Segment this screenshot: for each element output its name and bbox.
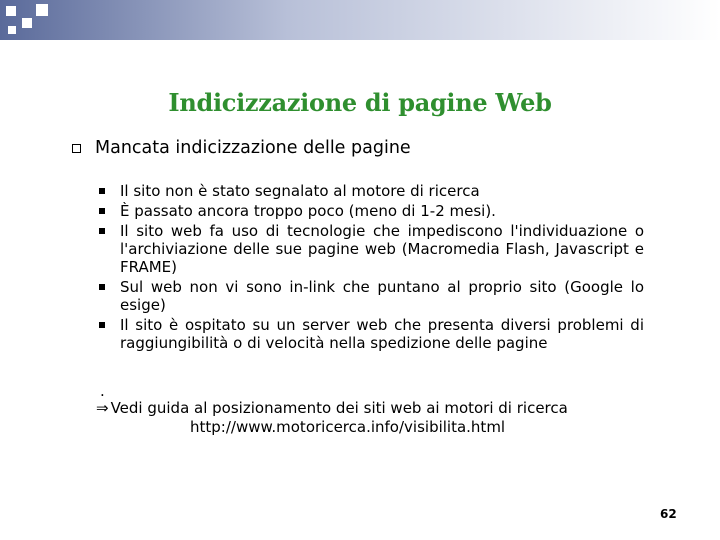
square-bullet-icon — [99, 322, 105, 328]
reference-link[interactable]: http://www.motoricerca.info/visibilita.html — [190, 418, 506, 436]
list-item-text: È passato ancora troppo poco (meno di 1-2 mesi). — [120, 202, 496, 220]
list-item-text: Sul web non vi sono in-link che puntano al proprio sito (Google lo esige) — [120, 278, 644, 314]
decorative-square — [8, 26, 16, 34]
decorative-header-band — [0, 0, 720, 40]
list-item-text: Il sito web fa uso di tecnologie che impediscono l'individuazione o l'archiviazione delle sue pagine web (Macromedia Flash, Javascript e FRAME) — [120, 222, 644, 276]
see-also-line — [96, 399, 568, 417]
see-also-text: Vedi guida al posizionamento dei siti web ai motori di ricerca — [110, 399, 568, 417]
stray-dot: . — [100, 382, 105, 400]
decorative-square — [36, 4, 48, 16]
list-item — [96, 182, 644, 200]
list-item — [96, 222, 644, 276]
list-item — [96, 202, 644, 220]
list-item-text: Il sito non è stato segnalato al motore di ricerca — [120, 182, 480, 200]
page-number: 62 — [660, 507, 677, 521]
hollow-square-bullet-icon — [72, 144, 81, 153]
square-bullet-icon — [99, 208, 105, 214]
main-bullet — [72, 138, 411, 158]
slide-title: Indicizzazione di pagine Web — [168, 88, 552, 117]
list-item-text: Il sito è ospitato su un server web che presenta diversi problemi di raggiungibilità o di velocità nella spedizione delle pagine — [120, 316, 644, 352]
decorative-square — [22, 18, 32, 28]
square-bullet-icon — [99, 188, 105, 194]
arrow-right-icon: ⇒ — [96, 399, 109, 417]
sub-bullet-list — [96, 182, 644, 354]
decorative-square — [6, 6, 16, 16]
square-bullet-icon — [99, 284, 105, 290]
list-item — [96, 316, 644, 352]
list-item — [96, 278, 644, 314]
square-bullet-icon — [99, 228, 105, 234]
main-bullet-text: Mancata indicizzazione delle pagine — [95, 138, 411, 158]
